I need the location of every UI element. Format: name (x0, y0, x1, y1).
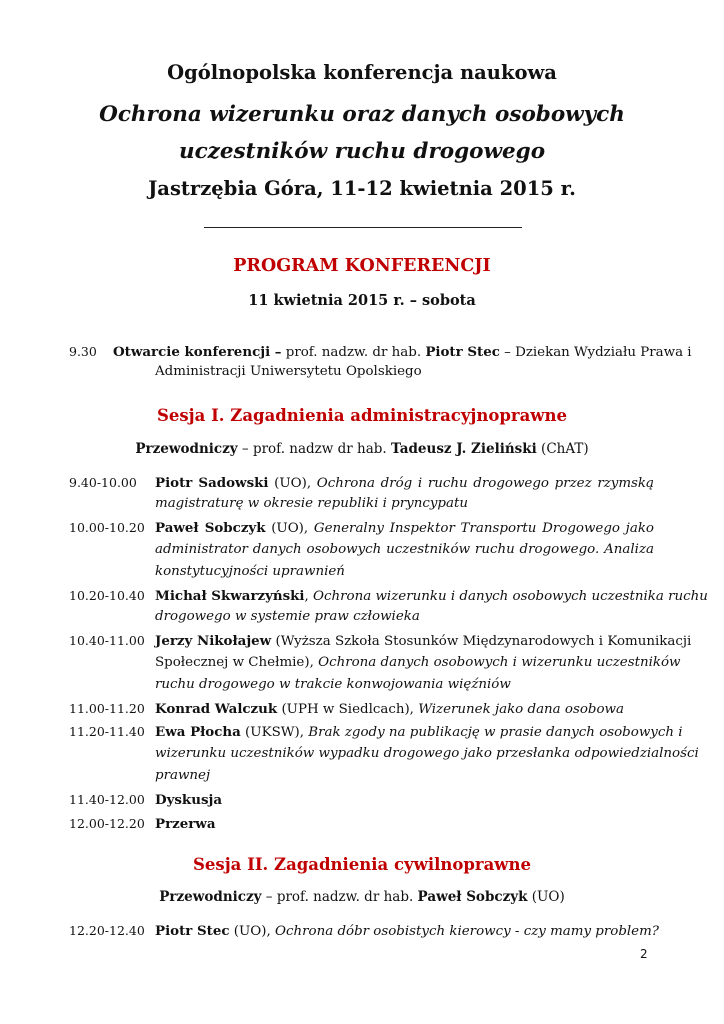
talk-time: 10.40-11.00 (69, 633, 145, 648)
talk-title: Brak zgody na publikację w prasie danych osobowych i (308, 725, 683, 740)
talk-line: Społecznej w Chełmie), Ochrona danych osobowych i wizerunku uczestników (155, 655, 681, 670)
session-1-title: Sesja I. Zagadnienia administracyjnoprawne (156, 406, 568, 425)
talk-line: ruchu drogowego w trakcie konwojowania więźniów (155, 677, 511, 692)
talk-speaker: Konrad Walczuk (155, 701, 278, 717)
talk-line: Michał Skwarzyński, Ochrona wizerunku i danych osobowych uczestnika ruchu (155, 588, 708, 604)
break-label: Przerwa (155, 816, 216, 832)
talk-time: 11.20-11.40 (69, 724, 145, 739)
talk-line: Jerzy Nikołajew (Wyższa Szkoła Stosunków Międzynarodowych i Komunikacji (155, 633, 692, 649)
talk-time: 10.20-10.40 (69, 588, 145, 603)
opening-title: Otwarcie konferencji – (113, 344, 282, 360)
talk-line: Piotr Sadowski (UO), Ochrona dróg i ruchu drogowego przez rzymską (155, 475, 655, 491)
talk-line: Paweł Sobczyk (UO), Generalny Inspektor Transportu Drogowego jako (155, 520, 654, 536)
talk-speaker: Piotr Sadowski (155, 475, 269, 491)
talk-line: Konrad Walczuk (UPH w Siedlcach), Wizerunek jako dana osobowa (155, 701, 624, 717)
talk-speaker: Michał Skwarzyński (155, 588, 305, 604)
talk-title: Ochrona dóbr osobistych kierowcy - czy mamy problem? (275, 924, 659, 939)
opening-time: 9.30 (69, 344, 97, 359)
talk-speaker: Paweł Sobczyk (155, 520, 266, 536)
program-title: PROGRAM KONFERENCJI (233, 256, 491, 276)
session-2-chair-name: Paweł Sobczyk (417, 889, 528, 905)
talk-title: Ochrona danych osobowych i wizerunku uczestników (318, 655, 681, 670)
discussion-label: Dyskusja (155, 792, 223, 808)
talk-speaker: Piotr Stec (155, 923, 230, 939)
conference-type: Ogólnopolska konferencja naukowa (167, 61, 557, 84)
talk-line: magistraturę w okresie republiki i pryncypatu (155, 496, 468, 511)
talk-line: prawnej (155, 768, 211, 783)
break-time: 12.00-12.20 (69, 816, 145, 831)
conference-title-line-2: uczestników ruchu drogowego (178, 139, 546, 164)
talk-speaker: Jerzy Nikołajew (155, 633, 272, 649)
talk-time: 11.00-11.20 (69, 701, 145, 716)
talk-line: Ewa Płocha (UKSW), Brak zgody na publikację w prasie danych osobowych i (155, 724, 683, 740)
page-number: 2 (640, 947, 648, 961)
talk-title: Ochrona dróg i ruchu drogowego przez rzymską (316, 476, 655, 491)
day-heading: 11 kwietnia 2015 r. – sobota (248, 292, 476, 309)
talk-line: wizerunku uczestników wypadku drogowego jako przesłanka odpowiedzialności (155, 746, 699, 761)
talk-speaker: Ewa Płocha (155, 724, 241, 740)
talk-line: Piotr Stec (UO), Ochrona dóbr osobistych kierowcy - czy mamy problem? (155, 923, 659, 939)
discussion-time: 11.40-12.00 (69, 792, 145, 807)
header-divider (204, 227, 522, 228)
session-2-chair: Przewodniczy – prof. nadzw. dr hab. Paweł Sobczyk (UO) (159, 889, 565, 905)
talk-time: 10.00-10.20 (69, 520, 145, 535)
talk-line: konstytucyjności uprawnień (155, 564, 345, 579)
talk-time: 9.40-10.00 (69, 475, 137, 490)
talk-title: Generalny Inspektor Transportu Drogowego jako (313, 521, 654, 536)
session-1-chair-name: Tadeusz J. Zieliński (390, 441, 537, 457)
conference-title-line-1: Ochrona wizerunku oraz danych osobowych (99, 102, 625, 127)
session-2-title: Sesja II. Zagadnienia cywilnoprawne (193, 855, 531, 874)
opening-line-2: Administracji Uniwersytetu Opolskiego (155, 364, 422, 379)
talk-line: administrator danych osobowych uczestników ruchu drogowego. Analiza (155, 542, 654, 557)
opening-speaker: Piotr Stec (425, 344, 500, 360)
conference-place-date: Jastrzębia Góra, 11-12 kwietnia 2015 r. (148, 177, 576, 200)
talk-title: Ochrona wizerunku i danych osobowych uczestnika ruchu (313, 589, 708, 604)
talk-time: 12.20-12.40 (69, 923, 145, 938)
opening-line: Otwarcie konferencji – prof. nadzw. dr hab. Piotr Stec – Dziekan Wydziału Prawa i (113, 344, 692, 360)
talk-line: drogowego w systemie praw człowieka (155, 609, 420, 624)
session-1-chair: Przewodniczy – prof. nadzw dr hab. Tadeusz J. Zieliński (ChAT) (135, 441, 589, 457)
talk-title: Wizerunek jako dana osobowa (418, 702, 624, 717)
